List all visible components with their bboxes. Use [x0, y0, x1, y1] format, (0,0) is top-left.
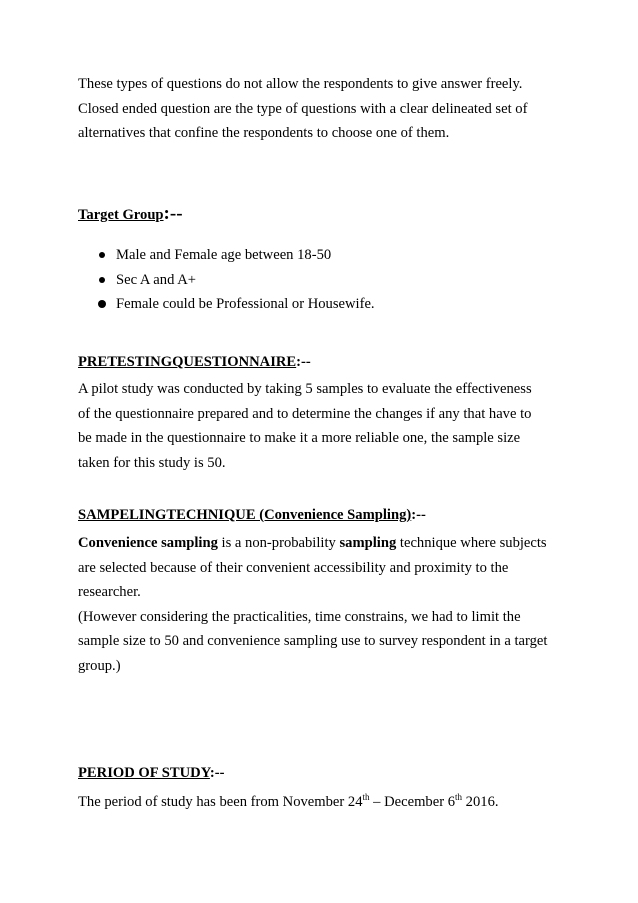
- pretesting-heading: [78, 354, 311, 371]
- bullet-icon: [99, 252, 105, 258]
- list-item: [78, 243, 375, 268]
- sampling-paragraph: [78, 531, 568, 678]
- period-heading: [78, 765, 225, 782]
- sampling-line: group.): [78, 657, 121, 674]
- period-paragraph: [78, 790, 568, 815]
- period-text: – December 6: [369, 794, 456, 810]
- list-item-text: Sec A and A+: [116, 271, 196, 288]
- list-item: [78, 268, 375, 293]
- period-ordinal: th: [455, 792, 463, 803]
- period-suffix: :--: [209, 765, 225, 781]
- sampling-text: technique where subjects: [396, 535, 547, 551]
- period-ordinal: th: [362, 792, 370, 803]
- target-group-suffix: :--: [163, 203, 183, 224]
- sampling-line: [78, 531, 568, 556]
- pretesting-paragraph: [78, 377, 568, 475]
- sampling-line: (However considering the practicalities, time constrains, we had to limit the: [78, 608, 521, 625]
- list-item-text: Male and Female age between 18-50: [116, 247, 332, 263]
- pretesting-line: of the questionnaire prepared and to determine the changes if any that have to: [78, 405, 532, 422]
- sampling-heading: [78, 507, 426, 524]
- sampling-bold-term: sampling: [339, 535, 397, 551]
- bullet-icon: [98, 300, 106, 308]
- sampling-line: are selected because of their convenient accessibility and proximity to the: [78, 559, 509, 576]
- pretesting-title: PRETESTINGQUESTIONNAIRE: [78, 354, 297, 370]
- sampling-title: SAMPELINGTECHNIQUE (Convenience Sampling): [78, 507, 412, 523]
- period-title: PERIOD OF STUDY: [78, 765, 210, 781]
- period-line: [78, 790, 568, 815]
- target-group-list: [78, 243, 375, 317]
- target-group-title: Target Group: [78, 207, 164, 223]
- pretesting-line: A pilot study was conducted by taking 5 samples to evaluate the effectiveness: [78, 381, 532, 397]
- sampling-text: is a non-probability: [217, 535, 340, 551]
- intro-paragraph: [78, 72, 568, 146]
- sampling-line: researcher.: [78, 584, 141, 600]
- pretesting-line: taken for this study is 50.: [78, 454, 226, 471]
- period-text: The period of study has been from November 24: [78, 794, 363, 810]
- list-item-text: Female could be Professional or Housewife.: [116, 296, 375, 312]
- period-text: 2016.: [462, 794, 499, 810]
- intro-line: alternatives that confine the respondents to choose one of them.: [78, 125, 450, 141]
- intro-line: Closed ended question are the type of questions with a clear delineated set of: [78, 100, 528, 117]
- sampling-line: sample size to 50 and convenience sampling use to survey respondent in a target: [78, 633, 548, 649]
- bullet-icon: [99, 277, 105, 283]
- target-group-heading: [78, 203, 183, 225]
- sampling-bold-term: Convenience sampling: [78, 535, 218, 551]
- list-item: [78, 292, 375, 317]
- intro-line: These types of questions do not allow the respondents to give answer freely.: [78, 76, 523, 92]
- pretesting-line: be made in the questionnaire to make it a more reliable one, the sample size: [78, 430, 521, 446]
- sampling-suffix: :--: [411, 507, 426, 523]
- pretesting-suffix: :--: [296, 354, 311, 370]
